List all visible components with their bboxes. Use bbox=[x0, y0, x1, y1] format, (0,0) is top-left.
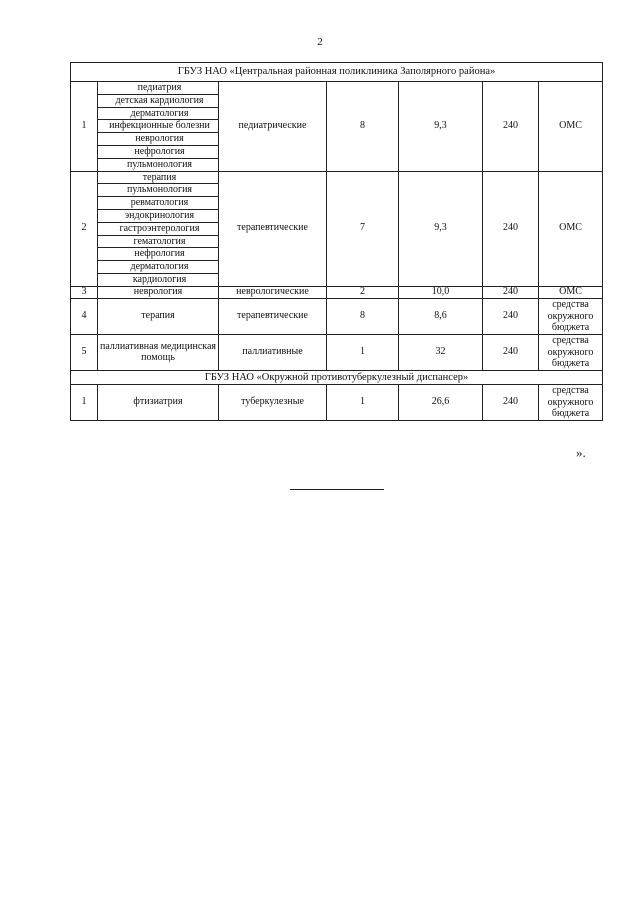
specialty-item: гематология bbox=[98, 236, 218, 249]
funding-source: ОМС bbox=[539, 82, 603, 172]
specialty-item: дерматология bbox=[98, 261, 218, 274]
specialty: паллиативная медицинская помощь bbox=[98, 334, 219, 370]
table-row bbox=[71, 334, 603, 370]
specialty-item: ревматология bbox=[98, 197, 218, 210]
funding-source: ОМС bbox=[539, 171, 603, 286]
bed-work: 240 bbox=[483, 171, 539, 286]
specialty-item: эндокринология bbox=[98, 210, 218, 223]
row-number: 1 bbox=[71, 384, 98, 420]
table-row bbox=[71, 82, 603, 172]
bed-work: 240 bbox=[483, 334, 539, 370]
specialty-item: пульмонология bbox=[98, 184, 218, 197]
closing-quote: ». bbox=[576, 445, 586, 460]
specialty-item: неврология bbox=[98, 133, 218, 146]
separator-line bbox=[290, 489, 384, 490]
specialty-item: дерматология bbox=[98, 108, 218, 121]
specialty-item: кардиология bbox=[132, 273, 187, 285]
beds-table bbox=[70, 62, 603, 421]
table-row bbox=[71, 286, 603, 298]
specialty-list bbox=[98, 172, 218, 286]
specialty-list bbox=[98, 82, 218, 171]
funding-source: средства окружного бюджета bbox=[539, 384, 603, 420]
bed-count: 7 bbox=[327, 171, 399, 286]
org-header-row bbox=[71, 63, 603, 82]
specialty: неврология bbox=[98, 286, 219, 298]
specialty-list-cell bbox=[98, 171, 219, 286]
average-stay: 10,0 bbox=[399, 286, 483, 298]
specialty-item: терапия bbox=[98, 172, 218, 185]
bed-profile: педиатрические bbox=[219, 82, 327, 172]
bed-profile: терапевтические bbox=[219, 171, 327, 286]
specialty-item: детская кардиология bbox=[98, 95, 218, 108]
funding-source: ОМС bbox=[539, 286, 603, 298]
row-number: 4 bbox=[71, 298, 98, 334]
page-number: 2 bbox=[317, 36, 323, 48]
average-stay: 32 bbox=[399, 334, 483, 370]
average-stay: 8,6 bbox=[399, 298, 483, 334]
bed-count: 2 bbox=[327, 286, 399, 298]
bed-profile: терапевтические bbox=[219, 298, 327, 334]
bed-profile: паллиативные bbox=[219, 334, 327, 370]
specialty-item: педиатрия bbox=[98, 82, 218, 95]
table-row bbox=[71, 298, 603, 334]
org-name: ГБУЗ НАО «Центральная районная поликлиника Заполярного района» bbox=[71, 63, 603, 82]
specialty-list-cell bbox=[98, 82, 219, 172]
specialty-item: пульмонология bbox=[126, 158, 193, 170]
bed-count: 8 bbox=[327, 298, 399, 334]
bed-count: 1 bbox=[327, 334, 399, 370]
funding-source: средства окружного бюджета bbox=[539, 298, 603, 334]
table-row bbox=[71, 384, 603, 420]
average-stay: 26,6 bbox=[399, 384, 483, 420]
org-header-row bbox=[71, 370, 603, 384]
bed-work: 240 bbox=[483, 286, 539, 298]
bed-work: 240 bbox=[483, 384, 539, 420]
table-row bbox=[71, 171, 603, 286]
specialty-item: нефрология bbox=[98, 146, 218, 159]
bed-count: 1 bbox=[327, 384, 399, 420]
specialty: терапия bbox=[98, 298, 219, 334]
bed-count: 8 bbox=[327, 82, 399, 172]
row-number: 1 bbox=[71, 82, 98, 172]
row-number: 3 bbox=[71, 286, 98, 298]
specialty-item: нефрология bbox=[98, 248, 218, 261]
row-number: 5 bbox=[71, 334, 98, 370]
specialty: фтизиатрия bbox=[98, 384, 219, 420]
specialty-item: инфекционные болезни bbox=[98, 120, 218, 133]
specialty-item: гастроэнтерология bbox=[98, 223, 218, 236]
org-name: ГБУЗ НАО «Окружной противотуберкулезный диспансер» bbox=[71, 370, 603, 384]
bed-profile: туберкулезные bbox=[219, 384, 327, 420]
row-number: 2 bbox=[71, 171, 98, 286]
bed-profile: неврологические bbox=[219, 286, 327, 298]
bed-work: 240 bbox=[483, 298, 539, 334]
funding-source: средства окружного бюджета bbox=[539, 334, 603, 370]
average-stay: 9,3 bbox=[399, 171, 483, 286]
average-stay: 9,3 bbox=[399, 82, 483, 172]
bed-work: 240 bbox=[483, 82, 539, 172]
